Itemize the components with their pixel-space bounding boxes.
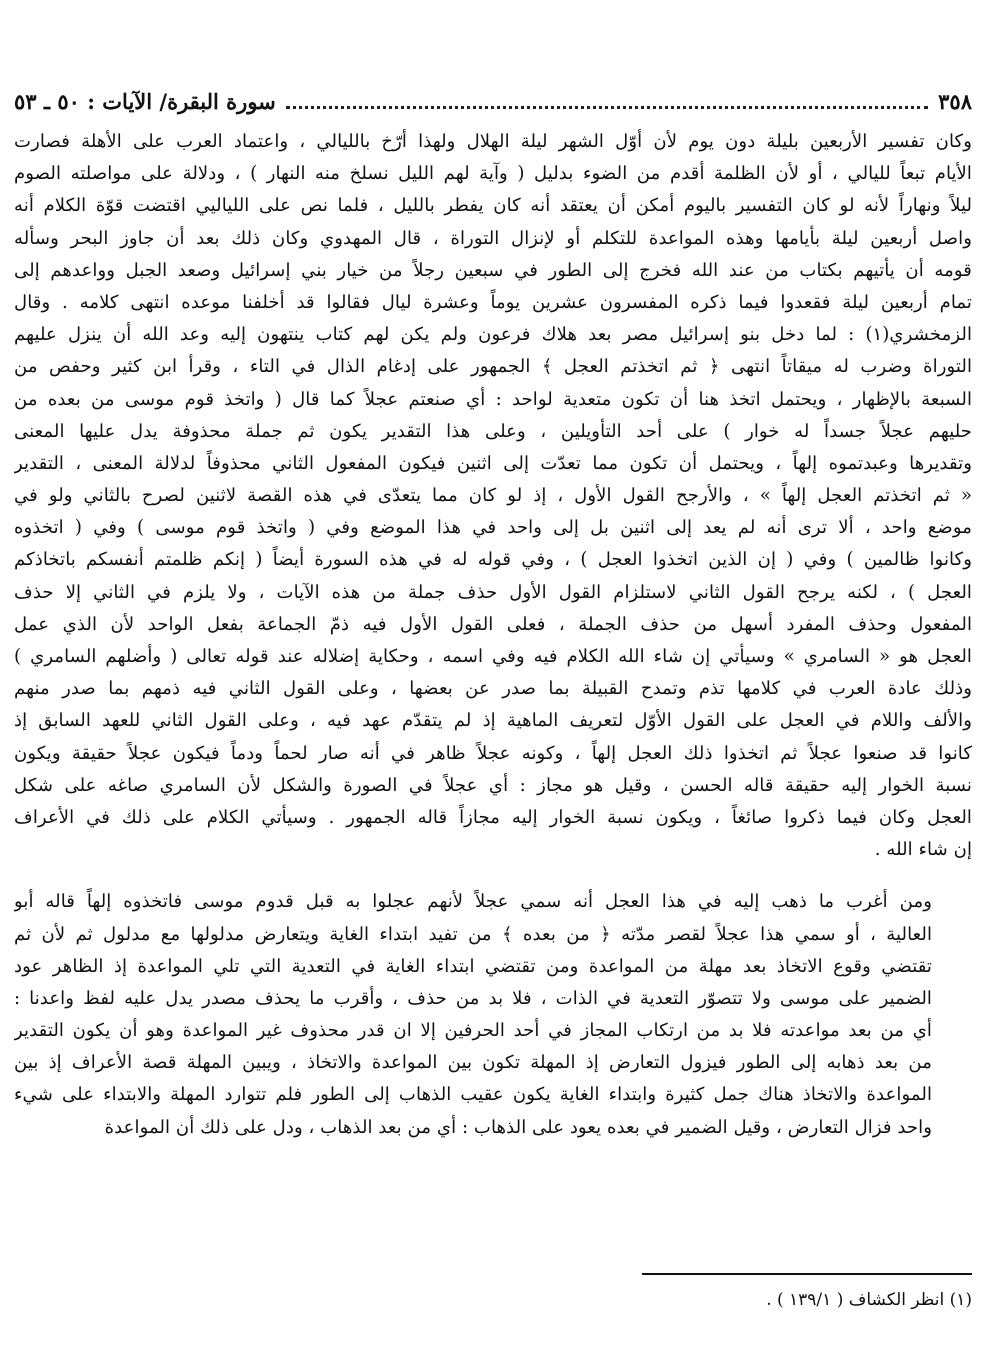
footnote-rule	[642, 1273, 972, 1275]
text-line: تقتضي وقوع الاتخاذ بعد مهلة من المواعدة ومن تقتضي ابتداء الغاية في التعدية التي تلي المواعدة إذ الظاهر عود	[14, 955, 932, 977]
text-line: وكان تفسير الأربعين بليلة دون يوم لأن أوّل الشهر ليلة الهلال ولهذا أرّخ بالليالي ، واعتماد العرب على الأهلة فصارت	[14, 131, 972, 152]
text-line: كانوا قد صنعوا عجلاً ثم اتخذوا ذلك العجل إلهاً ، وكونه عجلاً ظاهر في أنه صار لحماً ودماً فيكون عجلاً حقيقة ويكون	[14, 742, 972, 764]
text-line: العجل هو « السامري » وسيأتي إن شاء الله الكلام فيه وفي اسمه ، وحكاية إضلاله عند قوله تعالى ( وأضلهم السامري )	[14, 646, 972, 667]
body-text	[14, 126, 972, 1144]
text-line: الضمير على موسى ولا تتصوّر التعدية في الذات ، فلا بد من حذف ، وأقرب ما يحذف مصدر يدل عليه لفظ واعدنا :	[14, 987, 932, 1009]
text-line: واحد فزال التعارض ، وقيل الضمير في بعده يعود على الذهاب : أي من بعد الذهاب ، ودل على ذلك أن المواعدة	[104, 1116, 932, 1138]
text-line: الأيام تبعاً لليالي ، أو لأن الظلمة أقدم من الضوء بدليل ( وآية لهم الليل نسلخ منه النهار ) ، ودلالة على مواصلته الصوم	[14, 163, 972, 185]
text-line: المواعدة والاتخاذ هناك جمل كثيرة وابتداء الغاية يكون عقيب الذهاب إلى الطور فلم تتوارد المهلة والابتداء على شيء	[14, 1084, 932, 1106]
text-line: وتقديرها وعبدتموه إلهاً ، ويحتمل أن تكون مما تعدّت إلى اثنين فيكون المفعول الثاني محذوفاً لدلالة المعنى ، التقدير	[14, 452, 972, 474]
text-line: العالية ، أو سمي هذا عجلاً لقصر مدّته ﴿ من بعده ﴾ من تفيد ابتداء الغاية ويتعارض مدلولها مع مدلول ثم لأن ثم	[14, 923, 932, 945]
paragraph-1	[14, 126, 972, 866]
text-line: « ثم اتخذتم العجل إلهاً » ، والأرجح القول الأول ، إذ لو كان مما يتعدّى في هذه القصة لاثنين لصرح بالثاني ولو في	[14, 485, 972, 507]
text-line: قومه أن يأتيهم بكتاب من عند الله فخرج إلى الطور في سبعين رجلاً من خيار بني إسرائيل وصعد الجبل وواعدهم إلى	[14, 259, 972, 281]
text-line: التوراة وضرب له ميقاتاً انتهى ﴿ ثم اتخذتم العجل ﴾ الجمهور على إدغام الذال في التاء ، وقرأ ابن كثير وحفص من	[14, 356, 972, 378]
text-line: العجل ) ، لكنه يرجح القول الثاني لاستلزام القول الأول حذف جملة من هذه الآيات ، ولا يلزم في الثاني إلا حذف	[14, 581, 972, 603]
text-line: السبعة بالإظهار ، ويحتمل اتخذ هنا أن تكون متعدية لواحد : أي صنعتم عجلاً كما قال ( واتخذ قوم موسى من بعده من	[14, 388, 972, 410]
running-title: سورة البقرة/ الآيات : ٥٠ ـ ٥٣	[14, 88, 276, 114]
paragraph-2	[14, 886, 972, 1144]
text-line: ومن أغرب ما ذهب إليه في هذا العجل أنه سمي عجلاً لأنهم عجلوا به قبل قدوم موسى فاتخذوه إلهاً قاله أبو	[14, 891, 932, 913]
text-line: نسبة الخوار إليه حقيقة قاله الحسن ، وقيل هو مجاز : أي عجلاً في الصورة والشكل لأن السامري صاغه على شكل	[14, 774, 972, 796]
text-line: ليلاً ونهاراً لأنه لو كان التفسير باليوم أمكن أن يعتقد أنه كان يفطر بالليل ، فلما نص على اللياليي اقتضت قوّة الكلام أنه	[14, 195, 972, 217]
page-number: ٣٥٨	[938, 88, 972, 114]
text-line: أي من بعد مواعدته فلا بد من ارتكاب المجاز في أحد الحرفين إلا ان قدر محذوف غير المواعدة وهو أن يكون التقدير	[14, 1020, 932, 1042]
header-rule	[14, 86, 972, 116]
text-line: حليهم عجلاً جسداً له خوار ) على أحد التأويلين ، وعلى هذا التقدير يكون ثم جملة محذوفة يدل عليها المعنى	[14, 420, 972, 442]
text-line: موضع واحد ، ألا ترى أنه لم يعد إلى اثنين بل إلى واحد في هذا الموضع وفي ( واتخذ قوم موسى ) وفي ( اتخذوه	[14, 517, 972, 539]
text-line: وكانوا ظالمين ) وفي ( إن الذين اتخذوا العجل ) ، وفي قوله له في هذه السورة أيضاً ( إنكم ظلمتم أنفسكم باتخاذكم	[14, 549, 972, 571]
text-line: المفعول وحذف المفرد أسهل من حذف الجملة ، فعلى القول الأول فيه ذمّ الجماعة بفعل الواحد لأن الذي عمل	[14, 613, 972, 635]
text-line: تمام أربعين ليلة فقعدوا فيما ذكره المفسرون عشرين يوماً وعشرة ليال فقالوا قد أخلفنا موعده انتهى كلامه . وقال	[14, 291, 972, 313]
text-line: وذلك عادة العرب في كلامها تذم وتمدح القبيلة بما صدر عن بعضها ، وعلى القول الثاني فيه ذمهم بما صدر منهم	[14, 678, 972, 700]
text-line: العجل وكان فيما ذكروا صائغاً ، ويكون نسبة الخوار إليه مجازاً قاله الجمهور . وسيأتي الكلام على ذلك في الأعراف	[14, 806, 972, 828]
text-line: واصل أربعين ليلة بأيامها وهذه المواعدة للتكلم أو لإنزال التوراة ، قال المهدوي وكان ذلك بعد أن جاوز البحر وسأله	[14, 227, 972, 249]
text-line: إن شاء الله .	[874, 839, 972, 861]
text-line: من بعد ذهابه إلى الطور فيزول التعارض إذ المهلة تكون بين المواعدة والاتخاذ ، ويبين المهلة قصة الأعراف إذ بين	[14, 1052, 932, 1074]
footnote: (١) انظر الكشاف ( ١٣٩/١ ) .	[766, 1290, 972, 1310]
text-line: الزمخشري(١) : لما دخل بنو إسرائيل مصر بعد هلاك فرعون ولم يكن لهم كتاب ينتهون إليه وعد الله أن ينزل عليهم	[14, 324, 972, 346]
text-line: والألف واللام في العجل على القول الأوّل لتعريف الماهية إذ لم يتقدّم عهد فيه ، وعلى القول الثاني للعهد السابق إذ	[14, 710, 972, 732]
